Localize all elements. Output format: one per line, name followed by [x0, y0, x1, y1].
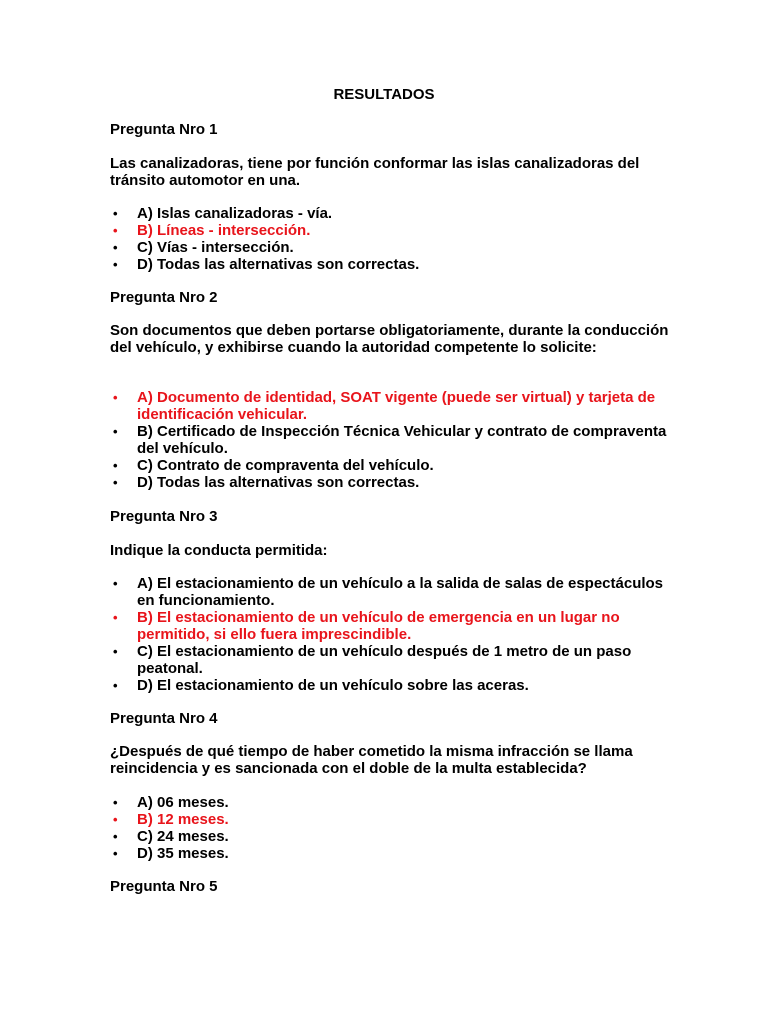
bullet-icon: •: [113, 829, 118, 844]
question-text: ¿Después de qué tiempo de haber cometido la misma infracción se llama reincidencia y es sancionada con el doble de la multa establecida?: [110, 743, 633, 777]
question-1-text: [110, 155, 670, 189]
option-d: • D) Todas las alternativas son correctas.: [113, 256, 420, 273]
question-5-heading: [110, 878, 670, 895]
bullet-icon: •: [113, 390, 118, 405]
option-b-correct: • B) Líneas - intersección.: [113, 222, 311, 239]
question-heading: Pregunta Nro 2: [110, 289, 218, 306]
bullet-icon: •: [113, 424, 118, 439]
question-heading: Pregunta Nro 4: [110, 710, 218, 727]
option-d: • D) 35 meses.: [113, 845, 229, 862]
question-2-options: [110, 389, 670, 491]
options-list: [110, 205, 670, 273]
options-list: [110, 575, 670, 694]
bullet-icon: •: [113, 206, 118, 221]
option-c: • C) 24 meses.: [113, 828, 229, 845]
option-a: • A) Islas canalizadoras - vía.: [113, 205, 333, 222]
question-2-text: [110, 322, 670, 356]
question-heading: Pregunta Nro 1: [110, 121, 218, 138]
bullet-icon: •: [113, 240, 118, 255]
option-c: • C) El estacionamiento de un vehículo después de 1 metro de un paso peatonal.: [113, 643, 632, 677]
option-a: • A) El estacionamiento de un vehículo a la salida de salas de espectáculos en funcionamiento.: [113, 575, 664, 609]
question-heading: Pregunta Nro 5: [110, 878, 218, 895]
bullet-icon: •: [113, 223, 118, 238]
bullet-icon: •: [113, 812, 118, 827]
question-3-options: [110, 575, 670, 694]
bullet-icon: •: [113, 846, 118, 861]
option-b-correct: • B) El estacionamiento de un vehículo de emergencia en un lugar no permitido, si ello fuera imprescindible.: [113, 609, 620, 643]
option-d: • D) Todas las alternativas son correctas.: [113, 474, 420, 491]
bullet-icon: •: [113, 458, 118, 473]
bullet-icon: •: [113, 795, 118, 810]
bullet-icon: •: [113, 678, 118, 693]
option-b: • B) Certificado de Inspección Técnica Vehicular y contrato de compraventa del vehículo.: [113, 423, 667, 457]
question-1-heading: [110, 121, 670, 138]
options-list: [110, 389, 670, 491]
question-4-options: [110, 794, 670, 862]
question-4-heading: [110, 710, 670, 727]
bullet-icon: •: [113, 475, 118, 490]
bullet-icon: •: [113, 644, 118, 659]
question-text: Indique la conducta permitida:: [110, 542, 328, 559]
bullet-icon: •: [113, 576, 118, 591]
options-list: [110, 794, 670, 862]
question-text: Son documentos que deben portarse obligatoriamente, durante la conducción del vehículo, y exhibirse cuando la autoridad competente lo solicite:: [110, 322, 669, 356]
option-c: • C) Contrato de compraventa del vehículo.: [113, 457, 434, 474]
question-3-text: [110, 542, 670, 559]
option-d: • D) El estacionamiento de un vehículo sobre las aceras.: [113, 677, 529, 694]
option-a-correct: • A) Documento de identidad, SOAT vigente (puede ser virtual) y tarjeta de identificación vehicular.: [113, 389, 656, 423]
question-3-heading: [110, 508, 670, 525]
question-1-options: [110, 205, 670, 273]
option-a: • A) 06 meses.: [113, 794, 229, 811]
option-b-correct: • B) 12 meses.: [113, 811, 229, 828]
bullet-icon: •: [113, 257, 118, 272]
question-2-heading: [110, 289, 670, 306]
question-text: Las canalizadoras, tiene por función conformar las islas canalizadoras del tránsito automotor en una.: [110, 155, 640, 189]
question-heading: Pregunta Nro 3: [110, 508, 218, 525]
page-title: RESULTADOS: [333, 86, 435, 103]
question-4-text: [110, 743, 670, 777]
option-c: • C) Vías - intersección.: [113, 239, 294, 256]
bullet-icon: •: [113, 610, 118, 625]
